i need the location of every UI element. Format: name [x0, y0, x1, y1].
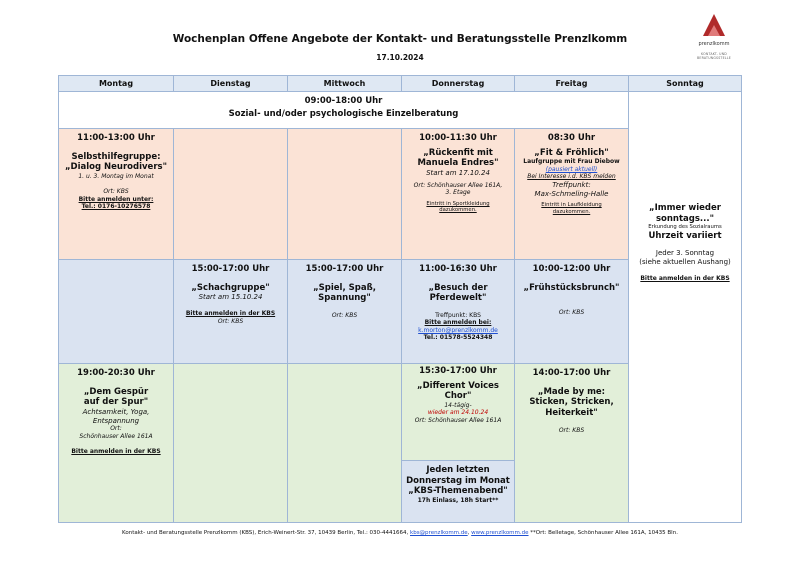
- row3-fri-title-2: Sticken, Stricken,: [529, 397, 614, 408]
- sunday-signup: Bitte anmelden in der KBS: [640, 274, 730, 282]
- row3-donnerstag: [401, 363, 515, 461]
- row3-fri-title-1: „Made by me:: [537, 386, 606, 397]
- row1-mon-signup: Bitte anmelden unter:: [78, 195, 154, 203]
- row2-thu-signup: Bitte anmelden bei:: [424, 319, 492, 327]
- sunday-freq: Jeder 3. Sonntag: [655, 249, 715, 258]
- row3-mon-title-1: „Dem Gespür: [83, 386, 149, 397]
- banner-time: 09:00-18:00 Uhr: [304, 96, 383, 106]
- logo-triangle-icon: [684, 12, 744, 42]
- row3-montag: [58, 363, 174, 523]
- row2-freitag: [514, 259, 629, 364]
- row2-tue-signup: Bitte anmelden in der KBS: [185, 310, 276, 317]
- row2-wed-time: 15:00-17:00 Uhr: [305, 264, 384, 274]
- row2-thu-title-1: „Besuch der: [428, 282, 488, 293]
- row1-fri-paused: (pausiert aktuell): [545, 165, 598, 173]
- row2-tue-place: Ort: KBS: [217, 317, 244, 325]
- row1-fri-sub: Laufgruppe mit Frau Diebow: [523, 158, 620, 166]
- row2-montag: [58, 259, 174, 364]
- row3-thu-title-2: Chor": [444, 391, 472, 402]
- row2-fri-time: 10:00-12:00 Uhr: [532, 264, 611, 274]
- footer-sep: ,: [467, 530, 470, 536]
- row3-mon-desc-2: Entspannung: [92, 416, 140, 425]
- row2-mittwoch: [287, 259, 402, 364]
- header-sonntag: Sonntag: [628, 75, 742, 92]
- sunday-time: Uhrzeit variiert: [648, 230, 722, 241]
- row1-montag: [58, 128, 174, 260]
- header-montag: Montag: [58, 75, 174, 92]
- row1-mon-place: Ort: KBS: [103, 188, 129, 196]
- row3-mon-desc-1: Achtsamkeit, Yoga,: [82, 407, 150, 416]
- row3-thu2-title: „KBS-Themenabend": [408, 486, 508, 497]
- header-donnerstag: Donnerstag: [401, 75, 515, 92]
- row1-fri-note-1: Eintritt in Laufkleidung: [541, 202, 602, 209]
- row3-mittwoch: [287, 363, 402, 523]
- row3-thu-freq: 14-tägig-: [444, 401, 472, 409]
- row2-donnerstag: [401, 259, 515, 364]
- row1-mon-tel: Tel.: 0176-10276578: [81, 203, 151, 211]
- row1-fri-time: 08:30 Uhr: [547, 133, 596, 143]
- row1-thu-start: Start am 17.10.24: [426, 168, 490, 177]
- header-freitag: Freitag: [514, 75, 629, 92]
- row3-thu2-line-2: Donnerstag im Monat: [406, 475, 510, 486]
- row1-dienstag: [173, 128, 288, 260]
- row1-thu-title-1: „Rückenfit mit: [423, 147, 493, 158]
- sunday-cell: [628, 91, 742, 523]
- sunday-sub: Erkundung des Sozialraums: [648, 224, 722, 231]
- row3-thu-place: Ort: Schönhauser Allee 161A: [414, 416, 502, 424]
- row2-fri-title: „Frühstücksbrunch": [523, 282, 620, 293]
- row2-fri-place: Ort: KBS: [558, 309, 585, 317]
- logo: [684, 12, 744, 64]
- row3-thu-title-1: „Different Voices: [417, 380, 499, 391]
- row3-freitag: [514, 363, 629, 523]
- footer: [0, 530, 800, 536]
- row3-mon-place-2: Schönhauser Allee 161A: [79, 432, 153, 440]
- row3-mon-time: 19:00-20:30 Uhr: [77, 368, 155, 378]
- footer-web-link[interactable]: www.prenzlkomm.de: [471, 530, 529, 536]
- row1-donnerstag: [401, 128, 515, 260]
- row1-fri-title: „Fit & Fröhlich": [534, 147, 609, 158]
- footer-text: Kontakt- und Beratungsstelle Prenzlkomm (KBS), Erich-Weinert-Str. 37, 10439 Berlin, Tel.: 030-4441664,: [122, 530, 409, 536]
- row1-thu-title-2: Manuela Endres": [417, 158, 499, 169]
- row2-wed-title-1: „Spiel, Spaß,: [313, 282, 376, 293]
- page-date: 17.10.2024: [376, 53, 424, 62]
- row2-wed-place: Ort: KBS: [331, 311, 358, 319]
- row1-fri-meet-1: Treffpunkt:: [552, 180, 591, 189]
- row1-mon-sub: 1. u. 3. Montag im Monat: [78, 172, 154, 180]
- row3-thu2-line-1: Jeden letzten: [426, 465, 490, 475]
- row3-mon-title-2: auf der Spur": [83, 397, 149, 408]
- row2-thu-title-2: Pferdewelt": [429, 293, 487, 304]
- row3-fri-place: Ort: KBS: [558, 426, 585, 434]
- row1-thu-place-1: Ort: Schönhauser Allee 161A,: [413, 181, 503, 189]
- row2-thu-tel: Tel.: 01578-5524348: [423, 334, 493, 342]
- row3-thu2-info: 17h Einlass, 18h Start**: [417, 496, 499, 504]
- footer-email-link[interactable]: kbs@prenzlkomm.de: [410, 530, 468, 536]
- banner-text: Sozial- und/oder psychologische Einzelberatung: [228, 108, 459, 119]
- row1-mittwoch: [287, 128, 402, 260]
- row2-thu-email[interactable]: k.morton@prenzlkomm.de: [418, 326, 498, 334]
- header-mittwoch: Mittwoch: [287, 75, 402, 92]
- row2-tue-title: „Schachgruppe": [191, 282, 270, 293]
- row1-thu-note-1: Eintritt in Sportkleidung: [426, 200, 490, 207]
- sunday-title-1: „Immer wieder: [649, 203, 721, 213]
- row1-thu-time: 10:00-11:30 Uhr: [419, 133, 497, 143]
- row3-fri-time: 14:00-17:00 Uhr: [532, 368, 611, 378]
- page-title: Wochenplan Offene Angebote der Kontakt- und Beratungsstelle Prenzlkomm: [172, 33, 628, 45]
- banner-einzelberatung: [58, 91, 629, 129]
- row1-fri-note-2: dazukommen.: [552, 208, 591, 215]
- row3-dienstag: [173, 363, 288, 523]
- row2-dienstag: [173, 259, 288, 364]
- row1-mon-title-2: „Dialog Neurodivers": [64, 162, 168, 173]
- logo-tagline: KONTAKT- UND BERATUNGSSTELLE: [697, 52, 731, 60]
- sunday-title-2: sonntags...": [655, 213, 715, 224]
- row3-donnerstag-themenabend: [401, 460, 515, 523]
- row1-mon-title-1: Selbsthilfegruppe:: [71, 151, 161, 162]
- row2-tue-start: Start am 15.10.24: [198, 293, 263, 302]
- row3-mon-place-1: Ort:: [110, 425, 122, 433]
- logo-brand: prenzlkomm: [698, 41, 730, 47]
- footer-note: **Ort: Belletage, Schönhauser Allee 161A, 10435 Bln.: [530, 530, 678, 536]
- row3-fri-title-3: Heiterkeit": [545, 407, 598, 418]
- sunday-note: (siehe aktuellen Aushang): [639, 258, 731, 267]
- row2-tue-time: 15:00-17:00 Uhr: [191, 264, 270, 274]
- row3-mon-signup: Bitte anmelden in der KBS: [71, 448, 161, 456]
- row1-fri-meet-2: Max-Schmeling-Halle: [534, 189, 609, 198]
- row1-mon-time: 11:00-13:00 Uhr: [77, 133, 155, 143]
- row2-thu-time: 11:00-16:30 Uhr: [419, 264, 497, 274]
- row1-fri-interest: Bei Interesse i.d. KBS melden: [527, 173, 616, 181]
- row3-thu-time: 15:30-17:00 Uhr: [419, 366, 497, 376]
- row1-thu-note-2: dazukommen.: [439, 207, 477, 214]
- row2-wed-title-2: Spannung": [318, 293, 371, 304]
- row1-thu-place-2: 3. Etage: [445, 189, 471, 197]
- row2-thu-meet: Treffpunkt: KBS: [435, 311, 481, 319]
- row1-freitag: [514, 128, 629, 260]
- header-dienstag: Dienstag: [173, 75, 288, 92]
- row3-thu-again: wieder am 24.10.24: [427, 409, 489, 417]
